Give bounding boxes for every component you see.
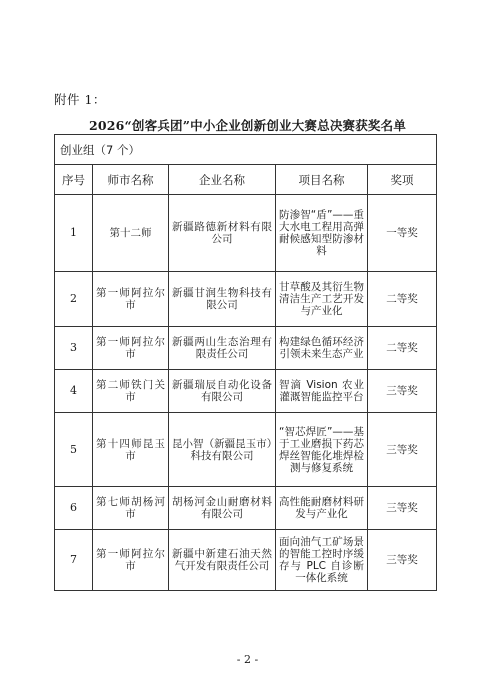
row-project: “智芯焊匠”——基于工业磨损下药芯焊丝智能化堆焊检测与修复系统 (276, 413, 368, 487)
row-city: 第一师阿拉尔市 (93, 530, 169, 591)
row-project: 高性能耐磨材料研发与产业化 (276, 487, 368, 530)
row-company: 新疆中新建石油天然气开发有限责任公司 (169, 530, 276, 591)
header-seq: 序号 (55, 165, 93, 195)
row-seq: 5 (55, 413, 93, 487)
table-row (55, 195, 437, 272)
header-award: 奖项 (368, 165, 437, 195)
row-award: 三等奖 (368, 530, 437, 591)
row-city: 第二师铁门关市 (93, 370, 169, 413)
table-row (55, 370, 437, 413)
header-city: 师市名称 (93, 165, 169, 195)
row-company: 胡杨河金山耐磨材料有限公司 (169, 487, 276, 530)
row-award: 二等奖 (368, 272, 437, 327)
row-award: 三等奖 (368, 413, 437, 487)
row-company: 新疆两山生态治理有限责任公司 (169, 327, 276, 370)
row-project: 面向油气工矿场景的智能工控时序缓存与 PLC 自诊断一体化系统 (276, 530, 368, 591)
table-row (55, 272, 437, 327)
attachment-label: 附件 1： (54, 92, 106, 107)
row-city: 第七师胡杨河市 (93, 487, 169, 530)
group-row (55, 135, 437, 165)
header-company: 企业名称 (169, 165, 276, 195)
row-city: 第十四师昆玉市 (93, 413, 169, 487)
row-city: 第一师阿拉尔市 (93, 272, 169, 327)
row-seq: 6 (55, 487, 93, 530)
row-company: 新疆路德新材料有限公司 (169, 195, 276, 272)
row-project: 甘草酸及其衍生物清洁生产工艺开发与产业化 (276, 272, 368, 327)
row-seq: 7 (55, 530, 93, 591)
row-award: 一等奖 (368, 195, 437, 272)
row-project: 智滴 Vision 农业灌溉智能监控平台 (276, 370, 368, 413)
row-project: 防渗智“盾”——重大水电工程用高弹耐候感知型防渗材料 (276, 195, 368, 272)
table-row (55, 530, 437, 591)
row-award: 三等奖 (368, 487, 437, 530)
row-seq: 2 (55, 272, 93, 327)
award-table (54, 134, 437, 591)
row-city: 第十二师 (93, 195, 169, 272)
row-project: 构建绿色循环经济引领未来生态产业 (276, 327, 368, 370)
row-seq: 3 (55, 327, 93, 370)
row-award: 二等奖 (368, 327, 437, 370)
group-label: 创业组（7 个） (55, 135, 437, 165)
row-company: 新疆瑞辰自动化设备有限公司 (169, 370, 276, 413)
row-seq: 4 (55, 370, 93, 413)
row-city: 第一师阿拉尔市 (93, 327, 169, 370)
document-title: 2026“创客兵团”中小企业创新创业大赛总决赛获奖名单 (88, 118, 407, 133)
table-row (55, 413, 437, 487)
header-row (55, 165, 437, 195)
row-seq: 1 (55, 195, 93, 272)
row-company: 昆小智（新疆昆玉市）科技有限公司 (169, 413, 276, 487)
row-award: 三等奖 (368, 370, 437, 413)
table-row (55, 327, 437, 370)
page-number: - 2 - (236, 653, 259, 666)
header-project: 项目名称 (276, 165, 368, 195)
row-company: 新疆甘润生物科技有限公司 (169, 272, 276, 327)
table-row (55, 487, 437, 530)
